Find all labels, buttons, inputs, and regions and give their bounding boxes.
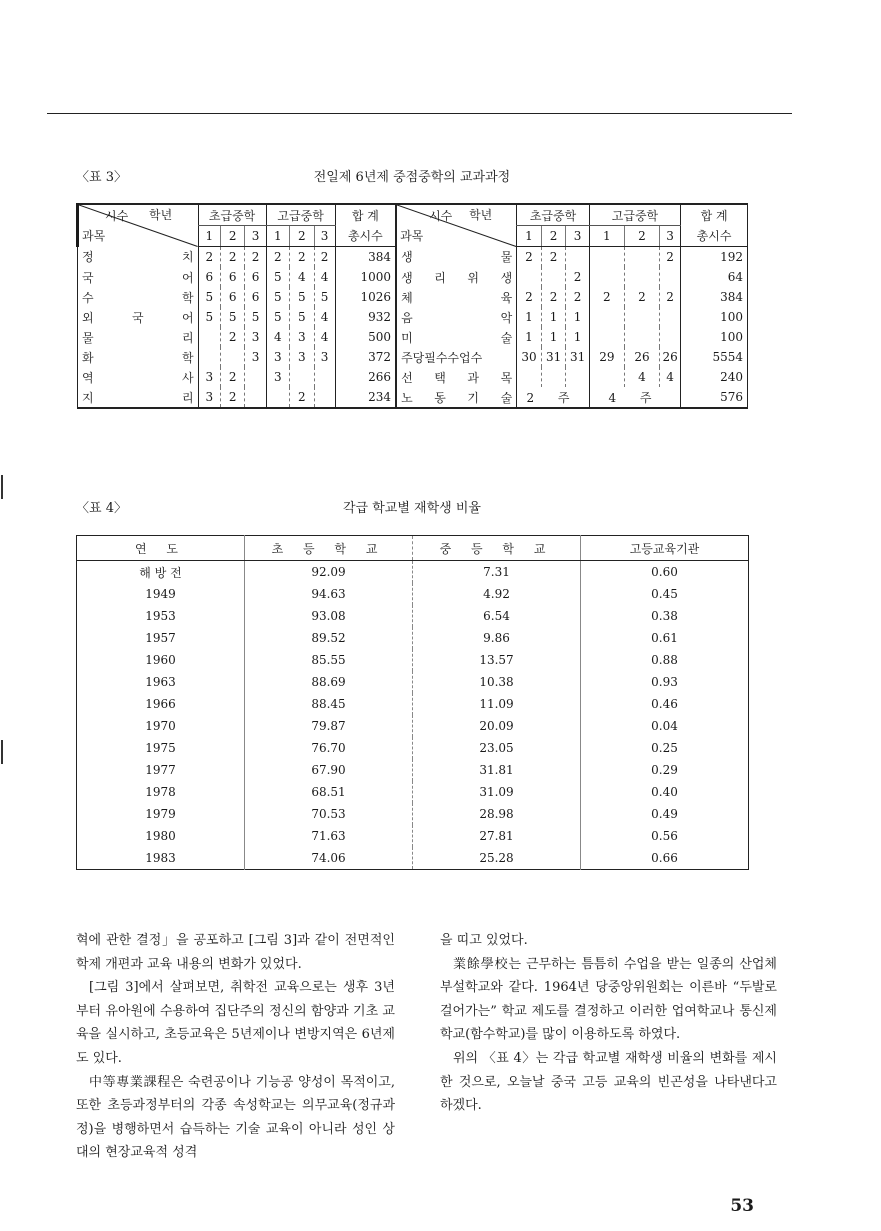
total-cell: 1026: [335, 287, 396, 307]
grade-cell: 2: [289, 226, 314, 247]
higher-ed-cell: 0.45: [651, 587, 678, 601]
grade-cell: 2: [624, 226, 659, 247]
paragraph: 위의 〈표 4〉는 각급 학교별 재학생 비율의 변화를 제시한 것으로, 오늘날 중국 고등 교육의 빈곤성을 나타낸다고 하겠다.: [440, 1050, 777, 1114]
paragraph: 을 띠고 있었다.: [440, 933, 528, 948]
total-cell: 384: [335, 247, 396, 268]
table-row: [77, 561, 749, 584]
hours-cell: 4: [660, 367, 681, 387]
grade-cell: 2: [541, 226, 566, 247]
hours-cell: 3: [314, 347, 335, 367]
elementary-cell: 68.51: [245, 781, 413, 803]
subject-label: 과목: [400, 229, 424, 243]
hours-cell: 6: [245, 287, 266, 307]
table-row: [78, 307, 748, 327]
hours-cell: 2: [289, 247, 314, 268]
subject-cell: 미 술: [396, 327, 517, 347]
total-cell: 192: [681, 247, 748, 268]
total-hours-header: 총시수: [335, 226, 396, 247]
year-cell: 1983: [77, 847, 245, 870]
hours-cell: 2: [541, 247, 566, 268]
secondary-cell: 23.05: [413, 737, 581, 759]
hours-cell: [198, 327, 220, 347]
hours-cell: [660, 307, 681, 327]
hours-cell: 6: [220, 287, 245, 307]
table3-label: 〈표 3〉: [76, 170, 127, 185]
subject-cell: 생 리 위 생: [396, 267, 517, 287]
hours-cell: 5: [266, 307, 289, 327]
hours-cell: 4: [289, 267, 314, 287]
table-row: [77, 825, 749, 847]
subject-cell: 주당필수수업수: [396, 347, 517, 367]
hours-cell: 2: [220, 327, 245, 347]
year-cell: 1949: [77, 583, 245, 605]
table-row: [77, 605, 749, 627]
table4-label: 〈표 4〉: [76, 501, 127, 516]
hours-cell: [589, 267, 624, 287]
hours-cell: 2: [198, 247, 220, 268]
hours-cell: [220, 347, 245, 367]
hours-cell: [314, 367, 335, 387]
hours-cell: 4: [314, 267, 335, 287]
table-row: [77, 583, 749, 605]
hours-cell: 6: [245, 267, 266, 287]
total-cell: 234: [335, 387, 396, 408]
hours-cell: 1: [566, 307, 589, 327]
subject-cell: 음 악: [396, 307, 517, 327]
total-cell: 500: [335, 327, 396, 347]
enrollment-ratio-table: [76, 535, 749, 870]
year-cell: 1979: [77, 803, 245, 825]
elementary-cell: 70.53: [245, 803, 413, 825]
subject-cell: 역 사: [82, 370, 194, 385]
column-header-secondary: 중 등 학 교: [413, 536, 581, 561]
hours-cell: [198, 347, 220, 367]
hours-cell: 6: [198, 267, 220, 287]
elementary-cell: 85.55: [245, 649, 413, 671]
hours-cell: [566, 247, 589, 268]
senior-header: 고급중학: [589, 204, 680, 226]
subject-cell: 지 리: [82, 390, 194, 405]
elementary-cell: 94.63: [245, 583, 413, 605]
table-row: [77, 627, 749, 649]
hours-cell: [517, 267, 542, 287]
hours-cell: 3: [289, 327, 314, 347]
year-cell: 1963: [77, 671, 245, 693]
secondary-cell: 4.92: [413, 583, 581, 605]
hours-label: 시수: [105, 209, 129, 223]
total-cell: 384: [681, 287, 748, 307]
higher-ed-cell: 0.66: [651, 851, 678, 865]
hours-cell: 1: [566, 327, 589, 347]
hours-cell: [660, 267, 681, 287]
total-cell: 240: [681, 367, 748, 387]
hours-cell: 3: [245, 347, 266, 367]
paragraph: [그림 3]에서 살펴보면, 취학전 교육으로는 생후 3년부터 유아원에 수용하여 집단주의 정신의 함양과 기초 교육을 실시하고, 초등교육은 5년제이나 변방지역은 6년제도 있다.: [76, 980, 395, 1066]
paragraph: 혁에 관한 결정」을 공포하고 [그림 3]과 같이 전면적인 학제 개편과 교육 내용의 변화가 있었다.: [76, 933, 395, 972]
grade-cell: 3: [660, 226, 681, 247]
hours-cell: [266, 387, 289, 408]
hours-cell: 5: [245, 307, 266, 327]
elementary-cell: 76.70: [245, 737, 413, 759]
higher-ed-cell: 0.56: [651, 829, 678, 843]
hours-cell: 2: [314, 247, 335, 268]
hours-cell: 31: [566, 347, 589, 367]
subject-cell: 외 국 어: [82, 310, 194, 325]
hours-cell: 6: [220, 267, 245, 287]
secondary-cell: 27.81: [413, 825, 581, 847]
elementary-cell: 92.09: [245, 561, 413, 584]
hours-cell: [589, 367, 624, 387]
hours-cell: 5: [289, 307, 314, 327]
elementary-cell: 89.52: [245, 627, 413, 649]
hours-cell: [624, 327, 659, 347]
hours-cell: [624, 247, 659, 268]
table-row: [77, 715, 749, 737]
total-header: 합 계: [681, 204, 748, 226]
subject-cell: 화 학: [82, 350, 194, 365]
hours-cell: 3: [266, 367, 289, 387]
grade-cell: 1: [589, 226, 624, 247]
hours-cell: 26: [624, 347, 659, 367]
hours-cell: 1: [517, 327, 542, 347]
paragraph: 中等專業課程은 숙련공이나 기능공 양성이 목적이고, 또한 초등과정부터의 각종 속성학교는 의무교육(정규과정)을 병행하면서 습득하는 기술 교육이 아니라 성인 상대의 현장교육적 성격: [76, 1074, 395, 1161]
hours-cell: 2: [566, 287, 589, 307]
hours-cell: 2: [566, 267, 589, 287]
table-row: [77, 759, 749, 781]
hours-cell: 30: [517, 347, 542, 367]
hours-cell: [624, 267, 659, 287]
higher-ed-cell: 0.88: [651, 653, 678, 667]
secondary-cell: 6.54: [413, 605, 581, 627]
hours-cell: 5: [198, 287, 220, 307]
hours-cell: 5: [289, 287, 314, 307]
total-header: 합 계: [335, 204, 396, 226]
total-cell: 64: [681, 267, 748, 287]
hours-cell: 2: [660, 287, 681, 307]
year-cell: 1966: [77, 693, 245, 715]
hours-cell: [245, 367, 266, 387]
hours-cell: 1: [541, 327, 566, 347]
table-row: [78, 327, 748, 347]
table3-title: 전일제 6년제 중점중학의 교과과정: [313, 170, 511, 185]
secondary-cell: 28.98: [413, 803, 581, 825]
hours-cell: 4: [314, 307, 335, 327]
hours-cell: 2: [517, 287, 542, 307]
hours-span-cell: 4 주: [589, 387, 680, 408]
total-cell: 1000: [335, 267, 396, 287]
secondary-cell: 7.31: [413, 561, 581, 584]
table-row: [77, 671, 749, 693]
total-cell: 266: [335, 367, 396, 387]
table-row: [77, 737, 749, 759]
hours-cell: 29: [589, 347, 624, 367]
year-cell: 1960: [77, 649, 245, 671]
year-cell: 1957: [77, 627, 245, 649]
secondary-cell: 9.86: [413, 627, 581, 649]
subject-cell: 체 육: [396, 287, 517, 307]
hours-cell: 26: [660, 347, 681, 367]
secondary-cell: 11.09: [413, 693, 581, 715]
hours-cell: 2: [541, 287, 566, 307]
table-row: [78, 247, 748, 268]
hours-cell: 4: [314, 327, 335, 347]
hours-cell: 2: [220, 367, 245, 387]
secondary-cell: 25.28: [413, 847, 581, 870]
table-row: [77, 781, 749, 803]
body-left-column: [76, 929, 395, 1165]
table-row: [77, 803, 749, 825]
subject-cell: 물 리: [82, 330, 194, 345]
body-right-column: [440, 929, 777, 1118]
hours-cell: 5: [220, 307, 245, 327]
column-header-year: 연 도: [77, 536, 245, 561]
total-cell: 100: [681, 307, 748, 327]
secondary-cell: 31.09: [413, 781, 581, 803]
left-header-diagonal: [78, 204, 199, 247]
subject-cell: 국 어: [82, 270, 194, 285]
column-header-higher-ed: 고등교육기관: [581, 536, 749, 561]
hours-cell: [624, 307, 659, 327]
table-row: [78, 367, 748, 387]
hours-cell: 5: [198, 307, 220, 327]
hours-cell: [245, 387, 266, 408]
hours-cell: 1: [541, 307, 566, 327]
hours-cell: 31: [541, 347, 566, 367]
higher-ed-cell: 0.60: [651, 565, 678, 579]
year-cell: 해 방 전: [77, 561, 245, 584]
grade-cell: 3: [314, 226, 335, 247]
table-row: [78, 387, 748, 408]
hours-cell: 2: [589, 287, 624, 307]
total-cell: 372: [335, 347, 396, 367]
hours-cell: [517, 367, 542, 387]
grade-cell: 1: [266, 226, 289, 247]
hours-cell: [541, 367, 566, 387]
year-cell: 1975: [77, 737, 245, 759]
grade-cell: 3: [566, 226, 589, 247]
hours-cell: 5: [266, 267, 289, 287]
grade-label: 학년: [469, 208, 493, 222]
hours-label: 시수: [429, 209, 453, 223]
higher-ed-cell: 0.93: [651, 675, 678, 689]
hours-cell: 2: [660, 247, 681, 268]
higher-ed-cell: 0.46: [651, 697, 678, 711]
subject-label: 과목: [82, 229, 106, 243]
margin-mark: [1, 740, 3, 764]
table-row: [78, 287, 748, 307]
hours-cell: 3: [266, 347, 289, 367]
hours-cell: 2: [624, 287, 659, 307]
elementary-cell: 67.90: [245, 759, 413, 781]
subject-cell: 선 택 과 목: [396, 367, 517, 387]
hours-cell: 2: [266, 247, 289, 268]
margin-mark: [1, 475, 3, 499]
grade-cell: 1: [517, 226, 542, 247]
table-row: [77, 693, 749, 715]
grade-cell: 3: [245, 226, 266, 247]
hours-cell: [314, 387, 335, 408]
hours-cell: [289, 367, 314, 387]
subject-cell: 정 치: [82, 250, 194, 265]
year-cell: 1977: [77, 759, 245, 781]
higher-ed-cell: 0.40: [651, 785, 678, 799]
secondary-cell: 13.57: [413, 649, 581, 671]
elementary-cell: 79.87: [245, 715, 413, 737]
hours-cell: [566, 367, 589, 387]
grade-label: 학년: [149, 208, 173, 222]
curriculum-table: [76, 203, 748, 409]
table-row: [77, 847, 749, 870]
senior-header: 고급중학: [266, 204, 335, 226]
hours-cell: [589, 307, 624, 327]
hours-cell: 3: [289, 347, 314, 367]
higher-ed-cell: 0.25: [651, 741, 678, 755]
top-rule: [47, 113, 792, 114]
hours-cell: [541, 267, 566, 287]
hours-cell: 1: [517, 307, 542, 327]
hours-cell: 3: [198, 367, 220, 387]
year-cell: 1953: [77, 605, 245, 627]
hours-cell: 3: [245, 327, 266, 347]
hours-cell: 3: [198, 387, 220, 408]
hours-cell: 2: [289, 387, 314, 408]
elementary-cell: 74.06: [245, 847, 413, 870]
subject-cell: 생 물: [396, 247, 517, 268]
junior-header: 초급중학: [517, 204, 590, 226]
subject-cell: 수 학: [82, 290, 194, 305]
elementary-cell: 93.08: [245, 605, 413, 627]
page-number: 53: [730, 1196, 754, 1216]
higher-ed-cell: 0.38: [651, 609, 678, 623]
table-row: [78, 347, 748, 367]
table4-title: 각급 학교별 재학생 비율: [343, 501, 481, 516]
year-cell: 1970: [77, 715, 245, 737]
total-cell: 5554: [681, 347, 748, 367]
total-cell: 100: [681, 327, 748, 347]
higher-ed-cell: 0.61: [651, 631, 678, 645]
hours-cell: 2: [245, 247, 266, 268]
hours-cell: 2: [517, 247, 542, 268]
elementary-cell: 71.63: [245, 825, 413, 847]
hours-cell: 2: [220, 247, 245, 268]
column-header-elementary: 초 등 학 교: [245, 536, 413, 561]
total-cell: 932: [335, 307, 396, 327]
subject-cell: 노 동 기 술: [396, 387, 517, 408]
elementary-cell: 88.45: [245, 693, 413, 715]
secondary-cell: 10.38: [413, 671, 581, 693]
hours-cell: [660, 327, 681, 347]
secondary-cell: 31.81: [413, 759, 581, 781]
secondary-cell: 20.09: [413, 715, 581, 737]
hours-cell: 2: [220, 387, 245, 408]
grade-cell: 2: [220, 226, 245, 247]
year-cell: 1978: [77, 781, 245, 803]
hours-cell: 4: [624, 367, 659, 387]
higher-ed-cell: 0.29: [651, 763, 678, 777]
hours-cell: 5: [266, 287, 289, 307]
right-header-diagonal: [396, 204, 517, 247]
higher-ed-cell: 0.49: [651, 807, 678, 821]
elementary-cell: 88.69: [245, 671, 413, 693]
table-row: [77, 649, 749, 671]
hours-cell: 5: [314, 287, 335, 307]
table-row: [78, 267, 748, 287]
higher-ed-cell: 0.04: [651, 719, 678, 733]
total-cell: 576: [681, 387, 748, 408]
junior-header: 초급중학: [198, 204, 266, 226]
hours-cell: 4: [266, 327, 289, 347]
hours-cell: [589, 247, 624, 268]
paragraph: 業餘學校는 근무하는 틈틈히 수업을 받는 일종의 산업체 부설학교와 같다. 1964년 당중앙위원회는 이른바 “두발로 걸어가는” 학교 제도를 결정하고 이러한 업여학교나 통신제학교(함수학교)를 많이 이용하도록 하였다.: [440, 956, 777, 1043]
hours-span-cell: 2 주: [517, 387, 590, 408]
grade-cell: 1: [198, 226, 220, 247]
hours-cell: [589, 327, 624, 347]
total-hours-header: 총시수: [681, 226, 748, 247]
year-cell: 1980: [77, 825, 245, 847]
